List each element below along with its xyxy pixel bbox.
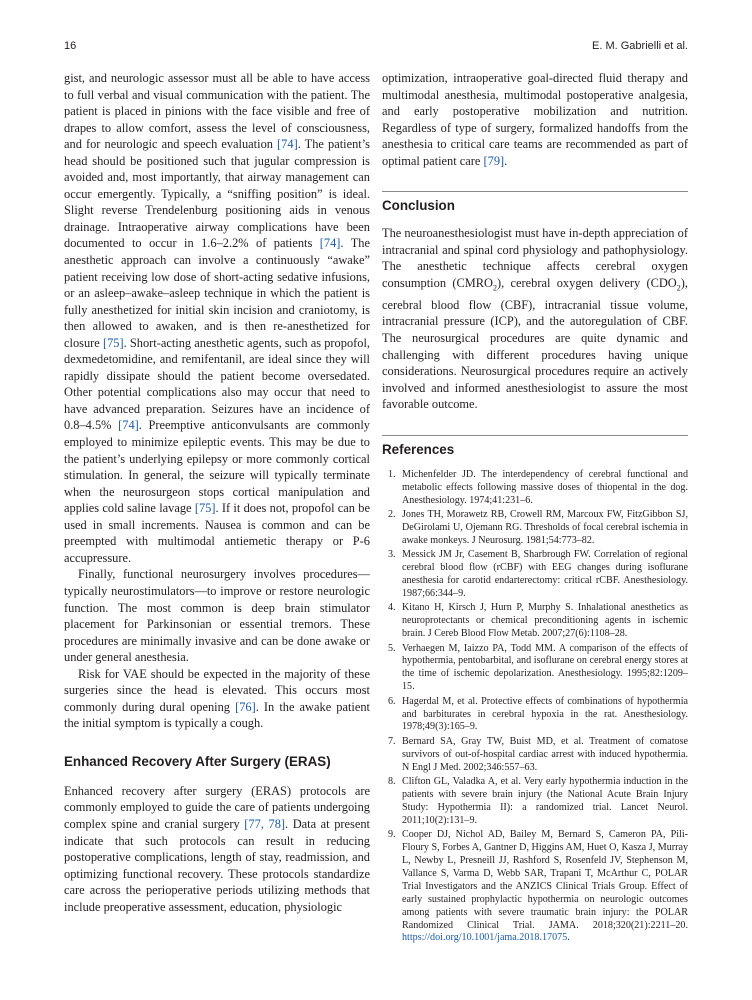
reference-item: 6. Hagerdal M, et al. Protective effects of combinations of hypothermia and barbiturates in cerebral hypoxia in the rat. Anesthesiology. 1978;49(3):165–9.	[388, 695, 688, 733]
doi-link[interactable]: https://doi.org/10.1001/jama.2018.17075	[402, 932, 568, 944]
body-paragraph: optimization, intraoperative goal-directed fluid therapy and multimodal anesthesia, multimodal postoperative analgesia, and early postoperative mobilization and nutrition. Regardless of type of surgery, formalized handoffs from the anesthesia to critical care teams are recommended as part of optimal patient care [79].	[382, 71, 688, 168]
reference-item: 4. Kitano H, Kirsch J, Hurn P, Murphy S. Inhalational anesthetics as neuroprotectants or chemical preconditioning agents in ischemic brain. J Cereb Blood Flow Metab. 2007;27(6):1108–28.	[388, 602, 688, 640]
citation-link[interactable]: [76]	[235, 699, 256, 714]
citation-link[interactable]: [79]	[483, 153, 505, 168]
left-column	[64, 70, 370, 915]
body-paragraph: The neuroanesthesiologist must have in-depth appreciation of intracranial and spinal cord physiology and pathophysiology. The anesthetic technique affects cerebral oxygen consumption $(CMRO_2)$, cerebral oxygen delivery $(CDO_2)$, cerebral blood flow (CBF), intracranial tissue volume, intracranial pressure (ICP), and the autoregulation of CBF. The neurosurgical procedures are quite dynamic and challenging with different procedures having unique considerations. Neurosurgical procedures require an actively involved and informed anesthesiologist to assure the most favorable outcome.	[382, 226, 688, 412]
section-heading-eras: Enhanced Recovery After Surgery (ERAS)	[64, 753, 331, 769]
citation-link[interactable]: [74]	[118, 418, 139, 433]
section-heading-conclusion: Conclusion	[382, 198, 455, 214]
body-paragraph: Risk for VAE should be expected in the majority of these surgeries since the head is elevated. This occurs most commonly during dural opening [76]. In the awake patient the initial symptom is typically a cough.	[64, 666, 370, 731]
citation-link[interactable]: [75]	[194, 501, 216, 516]
page-number: 16	[64, 40, 77, 52]
page-header	[64, 40, 688, 60]
running-head: E. M. Gabrielli et al.	[592, 40, 688, 52]
citation-link[interactable]: [74]	[319, 236, 341, 251]
reference-list	[382, 469, 688, 946]
section-heading-references: References	[382, 441, 455, 457]
reference-item: 8. Clifton GL, Valadka A, et al. Very early hypothermia induction in the patients with severe brain injury (the National Acute Brain Injury Study: Hypothermia II): a randomized trial. Lancet Neurol. 2011;10(2):131–9.	[388, 776, 688, 826]
reference-item: 5. Verhaegen M, Iaizzo PA, Todd MM. A comparison of the effects of hypothermia, pentobarbital, and isoflurane on cerebral energy stores at the time of ischemic depolarization. Anesthesiology. 1995;82:1209–15.	[388, 642, 688, 693]
citation-link[interactable]: [77, 78]	[244, 816, 286, 831]
reference-item: 3. Messick JM Jr, Casement B, Sharbrough FW. Correlation of regional cerebral blood flow (rCBF) with EEG changes during isoflurane anesthesia for carotid endarterectomy: critical rCBF. Anesthesiology. 1987;66:344–9.	[388, 549, 688, 599]
body-paragraph: Enhanced recovery after surgery (ERAS) protocols are commonly employed to guide the care of patients undergoing complex spine and cranial surgery [77, 78]. Data at present indicate that such protocols can result in reducing postoperative complications, length of stay, readmission, and optimizing functional recovery. These protocols standardize care across the perioperative periods utilizing methods that include preoperative assessment, education, physiologic	[64, 783, 370, 914]
reference-item: 9. Cooper DJ, Nichol AD, Bailey M, Bernard S, Cameron PA, Pili-Floury S, Forbes A, Gantner D, Higgins AM, Huet O, Kasza J, Murray L, Newby L, Presneill JJ, Rashford S, Rosenfeld JV, Stephenson M, Vallance S, Varma D, Webb SAR, Trapani T, McArthur C, POLAR Trial Investigators and the ANZICS Clinical Trials Group. Effect of early sustained prophylactic hypothermia on neurologic outcomes among patients with severe traumatic brain injury: the POLAR Randomized Clinical Trial. JAMA. 2018;320(21):2211–20. https://doi.org/10.1001/jama.2018.17075.	[388, 829, 688, 944]
reference-item: 2. Jones TH, Morawetz RB, Crowell RM, Marcoux FW, FitzGibbon SJ, DeGirolami U, Ojemann RG. Thresholds of focal cerebral ischemia in awake monkeys. J Neurosurg. 1981;54:773–82.	[388, 508, 688, 546]
citation-link[interactable]: [75]	[102, 335, 124, 350]
reference-item: 1. Michenfelder JD. The interdependency of cerebral functional and metabolic effects following massive doses of thiopental in the dog. Anesthesiology. 1974;41:231–6.	[388, 468, 688, 506]
right-column	[382, 70, 688, 947]
body-paragraph: gist, and neurologic assessor must all be able to have access to full verbal and visual communication with the patient. The patient is placed in pinions with the face visible and free of drapes to allow comfort, assess the level of consciousness, and for neurologic and speech evaluation [74]. The patient’s head should be positioned such that jugular compression is avoided and, most importantly, that airway management can occur emergently. Typically, a “sniffing position” is ideal. Slight reverse Trendelenburg positioning aids in venous drainage. Intraoperative airway complications have been documented to occur in 1.6–2.2% of patients [74]. The anesthetic approach can involve a continuously “awake” patient receiving low dose of short-acting sedative infusions, or an asleep–awake–asleep technique in which the patient is fully anesthetized for initial skin incision and craniotomy, is then allowed to awaken, and is then re-anesthetized for closure [75]. Short-acting anesthetic agents, such as propofol, dexmedetomidine, and remifentanil, are ideal since they will rapidly dissipate should the patient become oversedated. Other potential complications also may occur that need to have advanced preparation. Seizures have an incidence of 0.8–4.5% [74]. Preemptive anticonvulsants are commonly employed to minimize epileptic events. This may be due to the patient’s underlying epilepsy or more commonly cortical stimulation. In general, the seizure will typically terminate when the neurosurgeon stops cortical manipulation and applies cold saline lavage [75]. If it does not, propofol can be used in small increments. Nausea is common and can be preempted with multimodal antiemetic therapy or P-6 accupressure.	[64, 71, 370, 565]
reference-item: 7. Bernard SA, Gray TW, Buist MD, et al. Treatment of comatose survivors of out-of-hospital cardiac arrest with induced hypothermia. N Engl J Med. 2002;346:557–63.	[388, 735, 688, 773]
citation-link[interactable]: [74]	[277, 137, 298, 152]
body-paragraph: Finally, functional neurosurgery involves procedures—typically neurostimulators—to improve or restore neurologic function. The most common is deep brain stimulator placement for Parkinsonian or essential tremors. These procedures are minimally invasive and can be done awake or under general anesthesia.	[64, 567, 370, 665]
